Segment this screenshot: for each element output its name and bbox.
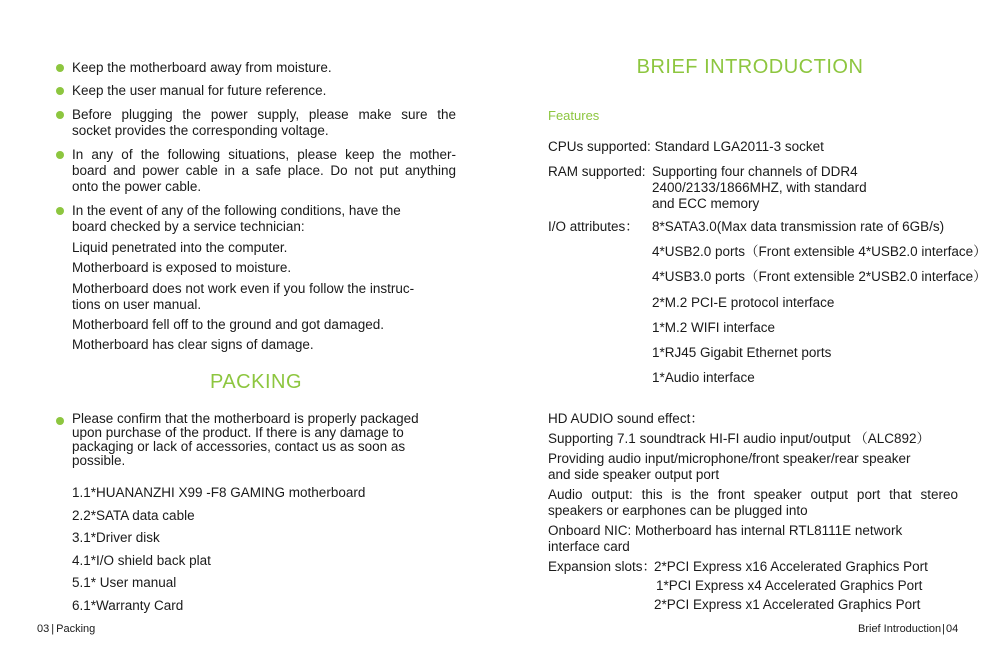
io-item: 1*RJ45 Gigabit Ethernet ports xyxy=(652,344,832,360)
footer-separator: | xyxy=(942,623,946,635)
ram-line: and ECC memory xyxy=(652,196,760,211)
expansion-item: 1*PCI Express x4 Accelerated Graphics Port xyxy=(656,578,923,593)
audio-heading: HD AUDIO sound effect： xyxy=(548,411,704,426)
packing-item: 1.1*HUANANZHI X99 -F8 GAMING motherboard xyxy=(72,485,366,500)
audio-output-line: speakers or earphones can be plugged into xyxy=(548,503,808,518)
precaution-item xyxy=(72,147,456,195)
audio-output-line: Audio output: this is the front speaker output port that stereo xyxy=(548,487,958,502)
precaution-line: Before plugging the power supply, please make sure the xyxy=(72,107,456,122)
page-footer-left xyxy=(37,623,95,635)
bullet-icon xyxy=(56,207,64,215)
footer-section-label: Packing xyxy=(56,623,96,635)
packing-note-line: possible. xyxy=(72,453,126,468)
ram-value xyxy=(652,164,982,212)
packing-note-line: Please confirm that the motherboard is properly packaged xyxy=(72,411,419,426)
precaution-line: In the event of any of the following conditions, have the xyxy=(72,203,401,218)
cpu-value: Standard LGA2011-3 socket xyxy=(654,139,824,154)
condition-line: Motherboard does not work even if you follow the instruc- xyxy=(72,281,415,296)
brief-introduction-title: BRIEF INTRODUCTION xyxy=(636,56,864,78)
io-item: 2*M.2 PCI-E protocol interface xyxy=(652,294,835,310)
expansion-label: Expansion slots： xyxy=(548,559,657,574)
io-item: 1*M.2 WIFI interface xyxy=(652,319,776,335)
condition-line: tions on user manual. xyxy=(72,297,202,312)
io-item: 1*Audio interface xyxy=(652,370,755,386)
bullet-icon xyxy=(56,64,64,72)
condition-line: Motherboard is exposed to moisture. xyxy=(72,260,292,275)
packing-note-line: upon purchase of the product. If there is any damage to xyxy=(72,425,404,440)
condition-line: Liquid penetrated into the computer. xyxy=(72,240,288,255)
io-list xyxy=(652,219,992,386)
ram-line: 2400/2133/1866MHZ, with standard xyxy=(652,180,867,195)
precaution-line: Keep the user manual for future reference. xyxy=(72,83,327,98)
audio-providing-line: and side speaker output port xyxy=(548,467,720,482)
cpu-row xyxy=(548,139,988,155)
ram-label: RAM supported: xyxy=(548,164,646,179)
io-item: 4*USB3.0 ports（Front extensible 2*USB2.0 interface） xyxy=(652,269,987,285)
io-label: I/O attributes： xyxy=(548,219,639,234)
packing-item: 2.2*SATA data cable xyxy=(72,507,195,523)
footer-separator: | xyxy=(51,623,55,635)
nic-line: Onboard NIC: Motherboard has internal RTL8111E network xyxy=(548,523,903,538)
precaution-line: board and power cable in a safe place. Do not put anything xyxy=(72,163,456,178)
right-page xyxy=(500,0,1000,661)
precaution-item xyxy=(72,203,456,235)
packing-item: 6.1*Warranty Card xyxy=(72,597,184,613)
io-item: 4*USB2.0 ports（Front extensible 4*USB2.0 interface） xyxy=(652,244,987,260)
features-label: Features xyxy=(548,108,600,123)
packing-title: PACKING xyxy=(209,371,303,393)
bullet-icon xyxy=(56,111,64,119)
precaution-line: Keep the motherboard away from moisture. xyxy=(72,60,332,75)
conditions-list xyxy=(72,240,462,353)
audio-providing xyxy=(548,451,943,483)
audio-providing-line: Providing audio input/microphone/front speaker/rear speaker xyxy=(548,451,911,466)
precaution-item xyxy=(72,60,456,76)
expansion-item: 2*PCI Express x16 Accelerated Graphics Port xyxy=(654,559,928,574)
precaution-item xyxy=(72,83,456,99)
condition-line: Motherboard has clear signs of damage. xyxy=(72,337,314,352)
packing-item: 5.1* User manual xyxy=(72,575,177,590)
ram-line: Supporting four channels of DDR4 xyxy=(652,164,858,179)
packing-note xyxy=(72,412,442,468)
precaution-item xyxy=(72,107,456,139)
bullet-icon xyxy=(56,151,64,159)
page-number: 04 xyxy=(946,623,959,635)
precaution-line: onto the power cable. xyxy=(72,179,202,194)
audio-output xyxy=(548,487,958,519)
cpu-label: CPUs supported: xyxy=(548,139,651,154)
page-footer-right xyxy=(858,623,958,635)
footer-section-label: Brief Introduction xyxy=(858,623,942,635)
packing-item: 4.1*I/O shield back plat xyxy=(72,552,211,568)
packing-note-line: packaging or lack of accessories, contact us as soon as xyxy=(72,439,406,454)
page-number: 03 xyxy=(37,623,50,635)
precaution-line: In any of the following situations, please keep the mother- xyxy=(72,147,456,162)
packing-item: 3.1*Driver disk xyxy=(72,530,160,545)
precaution-line: board checked by a service technician: xyxy=(72,219,305,234)
bullet-icon xyxy=(56,417,64,425)
condition-line: Motherboard fell off to the ground and got damaged. xyxy=(72,317,384,332)
packing-list xyxy=(72,485,462,614)
io-item: 8*SATA3.0(Max data transmission rate of 6GB/s) xyxy=(652,219,945,234)
nic-line: interface card xyxy=(548,539,630,554)
onboard-nic xyxy=(548,523,958,555)
audio-support-line: Supporting 7.1 soundtrack HI-FI audio input/output （ALC892） xyxy=(548,431,930,446)
expansion-item: 2*PCI Express x1 Accelerated Graphics Port xyxy=(654,597,921,612)
bullet-icon xyxy=(56,87,64,95)
precaution-line: socket provides the corresponding voltage. xyxy=(72,123,329,138)
